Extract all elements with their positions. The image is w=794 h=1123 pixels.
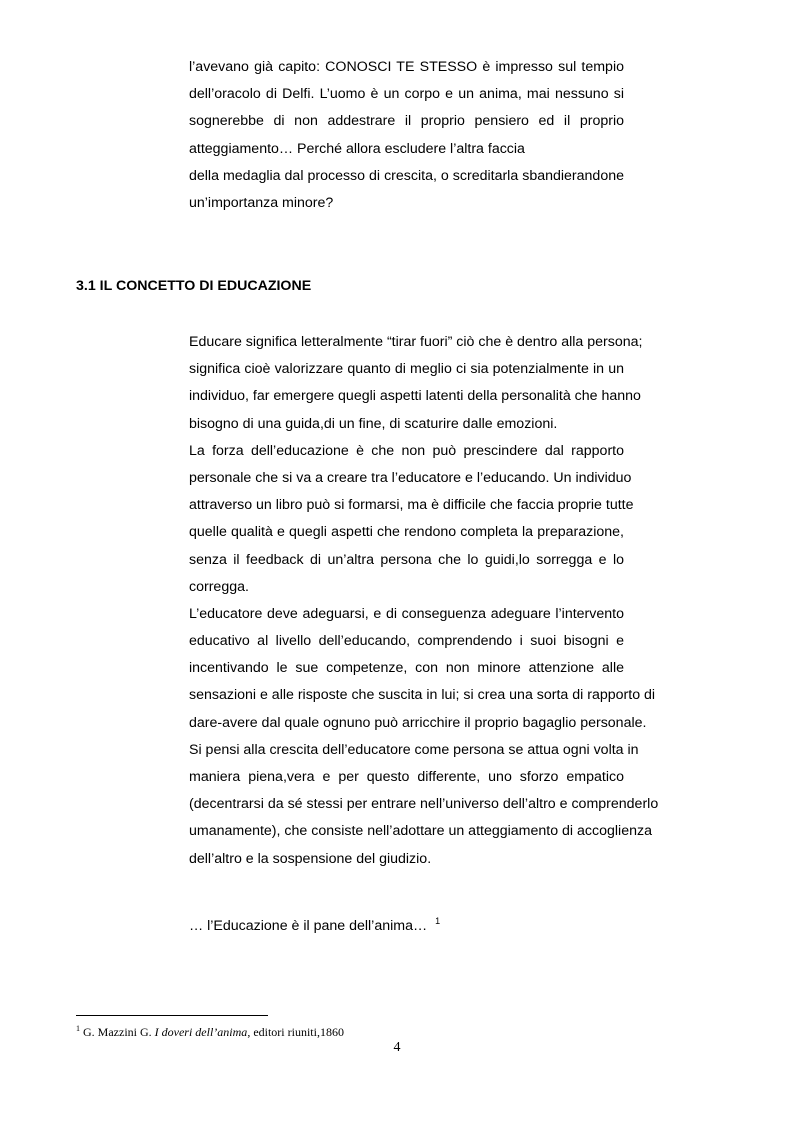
text-line: corregga. — [189, 578, 249, 595]
text-line: dell’altro e la sospensione del giudizio. — [189, 850, 432, 867]
text-line: atteggiamento… Perché allora escludere l’altra faccia — [189, 140, 525, 157]
text-line: Educare significa letteralmente “tirar fuori” ciò che è dentro alla persona; — [189, 334, 643, 350]
text-line: quelle qualità e quegli aspetti che rendono completa la preparazione, — [189, 524, 624, 541]
section-heading: 3.1 IL CONCETTO DI EDUCAZIONE — [76, 278, 312, 294]
footnote-suffix: , editori riuniti,1860 — [247, 1025, 344, 1039]
text-line: maniera piena,vera e per questo differente, uno sforzo empatico — [189, 769, 624, 785]
text-line: L’educatore deve adeguarsi, e di conseguenza adeguare l’intervento — [189, 605, 624, 622]
text-line: bisogno di una guida,di un fine, di scaturire dalle emozioni. — [189, 415, 558, 432]
footnote-prefix: G. Mazzini G. — [83, 1025, 152, 1039]
quote-text: … l’Educazione è il pane dell’anima… — [189, 918, 428, 934]
text-line: dell’oracolo di Delfi. L’uomo è un corpo e un anima, mai nessuno si — [189, 86, 624, 103]
page-number: 4 — [393, 1040, 401, 1055]
text-line: Si pensi alla crescita dell’educatore come persona se attua ogni volta in — [189, 741, 639, 758]
text-line: sensazioni e alle risposte che suscita in lui; si crea una sorta di rapporto di — [189, 687, 656, 704]
footnote-separator — [76, 1015, 268, 1016]
text-line: La forza dell’educazione è che non può prescindere dal rapporto — [189, 442, 624, 459]
footnote-reference[interactable]: 1 — [435, 916, 441, 926]
text-line: attraverso un libro può si formarsi, ma è difficile che faccia proprie tutte — [189, 497, 634, 514]
text-line: l’avevano già capito: CONOSCI TE STESSO è impresso sul tempio — [189, 59, 624, 75]
text-line: personale che si va a creare tra l’educatore e l’educando. Un individuo — [189, 469, 632, 486]
section-body — [189, 329, 659, 873]
text-line: della medaglia dal processo di crescita, o screditarla sbandierandone — [189, 167, 624, 184]
footnote — [76, 1020, 344, 1041]
intro-paragraph — [189, 54, 624, 217]
footnote-number: 1 — [76, 1024, 80, 1033]
text-line: incentivando le sue competenze, con non minore attenzione alle — [189, 660, 624, 677]
text-line: individuo, far emergere quegli aspetti latenti della personalità che hanno — [189, 388, 641, 405]
text-line: (decentrarsi da sé stessi per entrare nell’universo dell’altro e comprenderlo — [189, 796, 659, 813]
text-line: umanamente), che consiste nell’adottare un atteggiamento di accoglienza — [189, 823, 652, 840]
text-line: un’importanza minore? — [189, 194, 334, 211]
text-line: significa cioè valorizzare quanto di meglio ci sia potenzialmente in un — [189, 361, 624, 378]
text-line: dare-avere dal quale ognuno può arricchire il proprio bagaglio personale. — [189, 714, 647, 731]
text-line: senza il feedback di un’altra persona che lo guidi,lo sorregga e lo — [189, 551, 624, 568]
text-line: educativo al livello dell’educando, comprendendo i suoi bisogni e — [189, 633, 624, 650]
footnote-title: I doveri dell’anima — [154, 1025, 248, 1039]
quote — [189, 909, 440, 938]
text-line: sognerebbe di non addestrare il proprio pensiero ed il proprio — [189, 113, 624, 130]
